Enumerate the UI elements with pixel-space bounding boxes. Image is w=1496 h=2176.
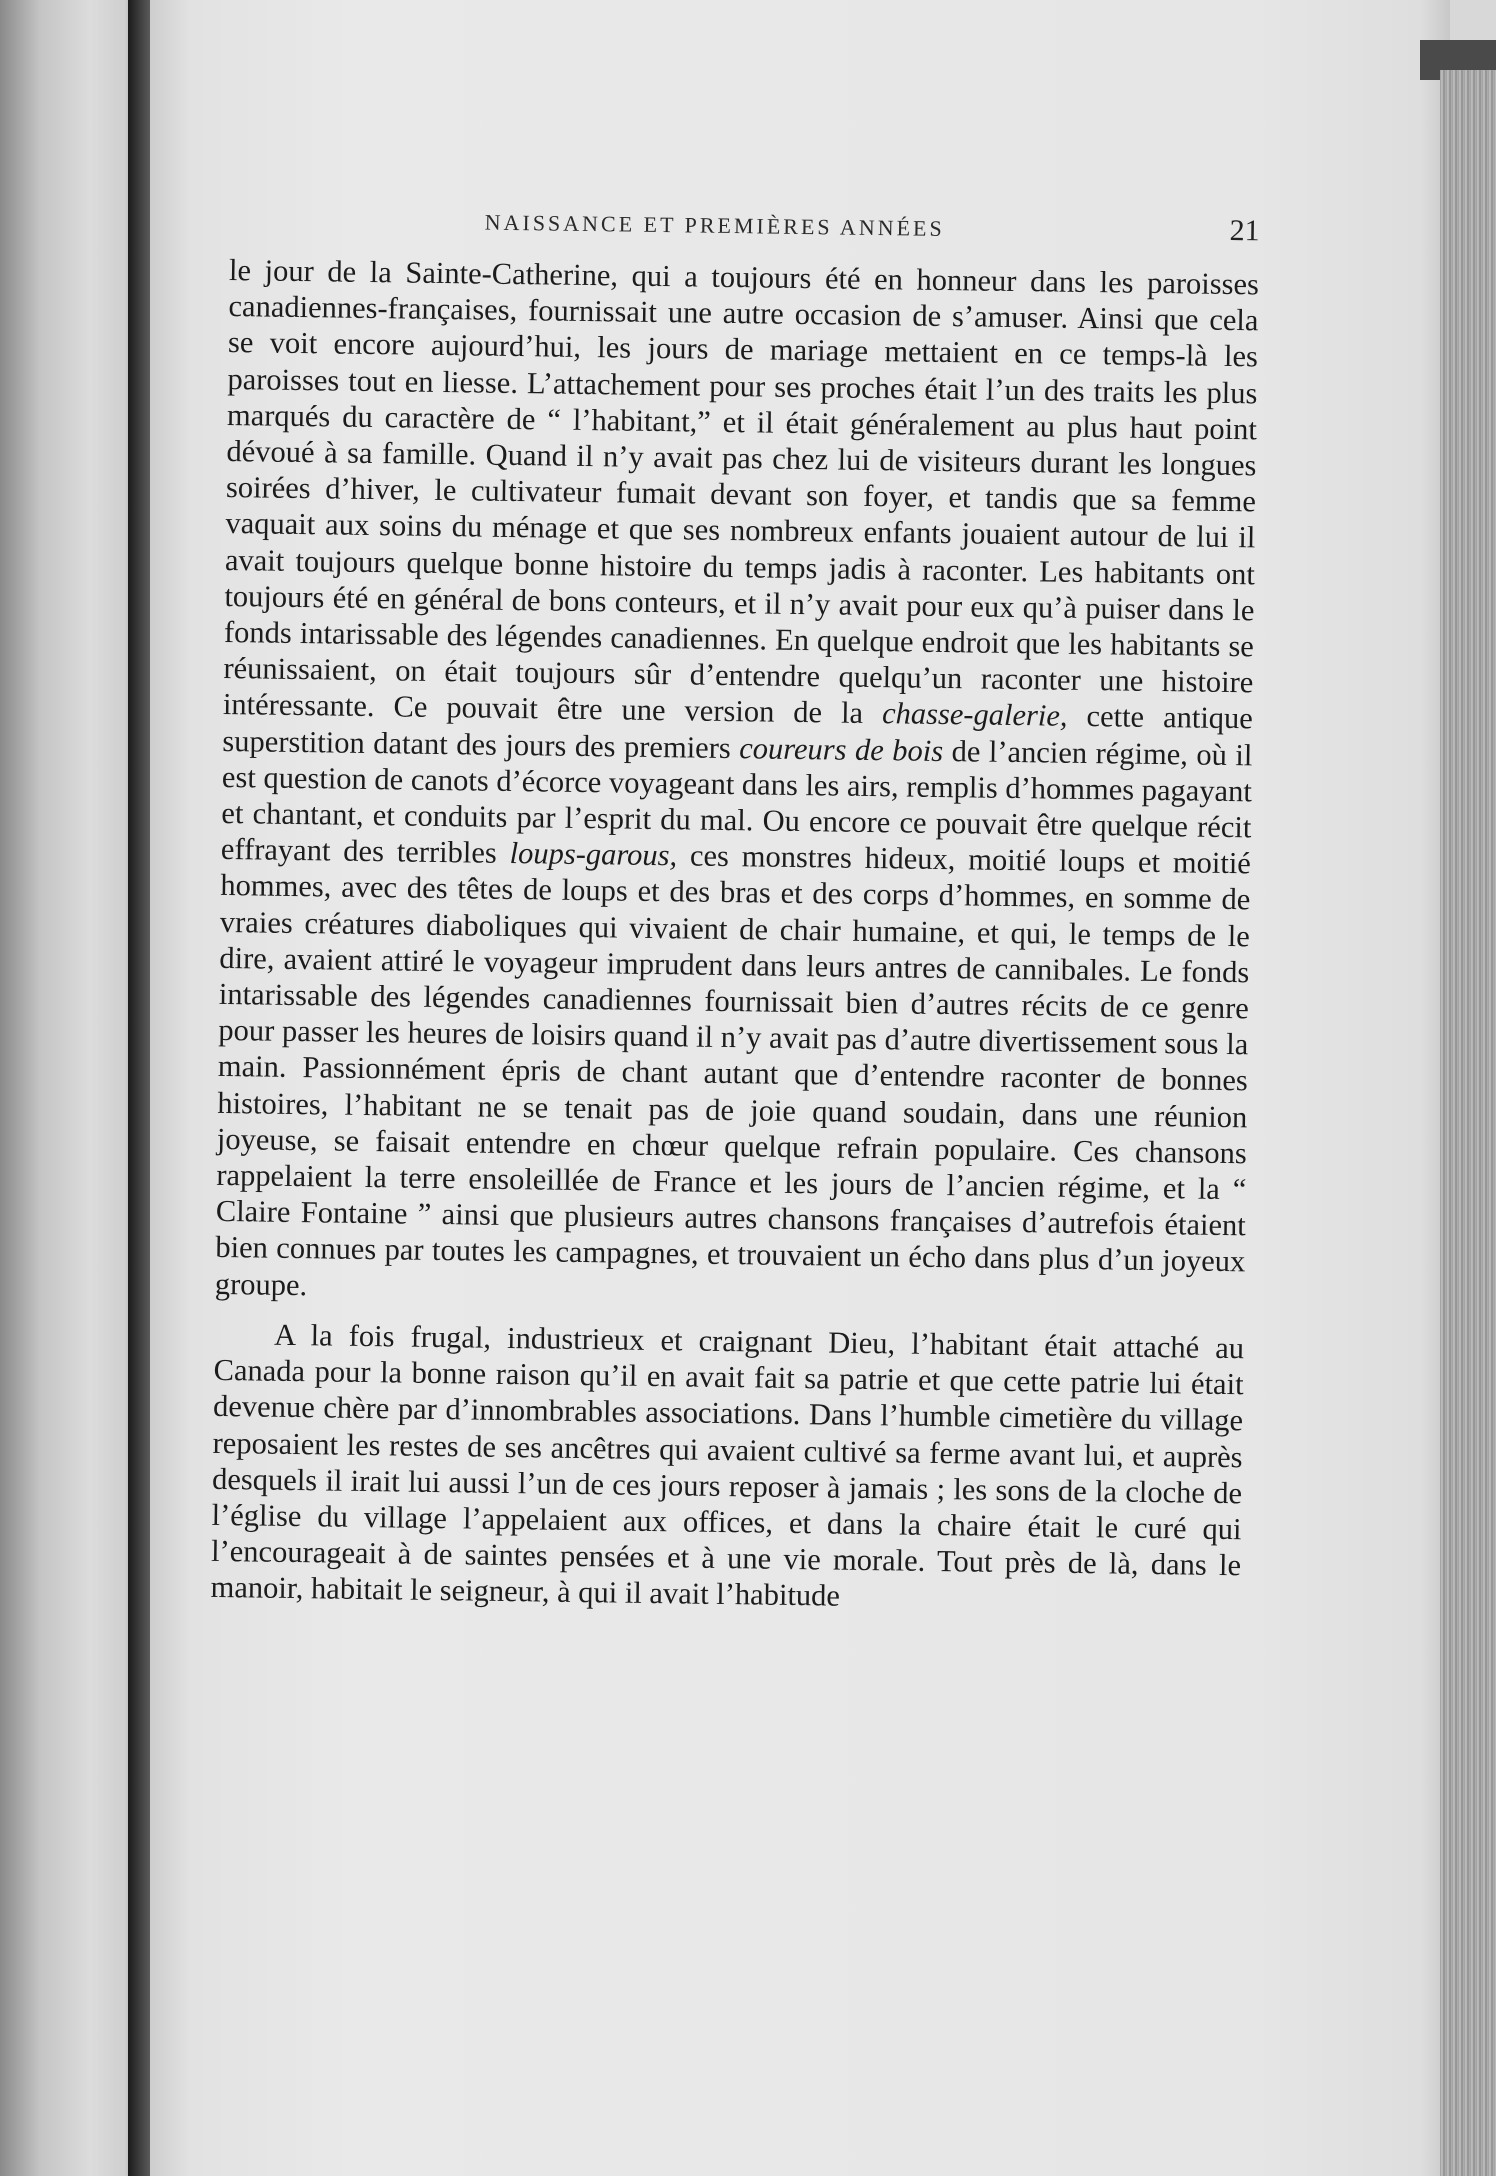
body-text bbox=[210, 252, 1259, 1620]
italic-term: chasse-galerie, bbox=[881, 696, 1068, 734]
text-segment: de l’ancien régime, où il est question de canots d’écorce voyageant dans les airs, remplis d’hommes pagayant et chantant, et conduits par l’esprit du mal. Ou encore ce pouvait être quelque récit effrayant des terribles bbox=[220, 733, 1253, 871]
paragraph-2 bbox=[210, 1316, 1244, 1620]
paragraph-1 bbox=[215, 252, 1260, 1316]
italic-term: loups-garous, bbox=[509, 836, 678, 873]
text-segment: A la fois frugal, industrieux et craignant Dieu, l’habitant était attaché au Canada pour la bonne raison qu’il en avait fait sa patrie et que cette patrie lui était devenue chère par d’innombrables associations. Dans l’humble cimetière du village reposaient les restes de ses ancêtres qui avaient cultivé sa ferme avant lui, et auprès desquels il irait lui aussi l’un de ces jours reposer à jamais ; les sons de la cloche de l’église du village l’appelaient aux offices, et dans la chaire était le curé qui l’encourageait à de saintes pensées et à une vie morale. Tout près de là, dans le manoir, habitait le seigneur, à qui il avait l’habitude bbox=[210, 1317, 1245, 1613]
facing-page-edge bbox=[0, 0, 132, 2176]
text-segment: ces monstres hideux, moitié loups et moitié hommes, avec des têtes de loups et des bras et des corps d’hommes, en somme de vraies créatures diaboliques qui vivaient de chair humaine, et qui, le temps de le dire, avaient attiré le voyageur imprudent dans leurs antres de cannibales. Le fonds intarissable des légendes canadiennes fournissait bien d’autres récits de ce genre pour passer les heures de loisirs quand il n’y avait pas d’autre divertissement sous la main. Passionnément épris de chant autant que d’entendre raconter de bonnes histoires, l’habitant ne se tenait pas de joie quand soudain, dans une réunion joyeuse, se faisait entendre en chœur quelque refrain populaire. Ces chansons rappelaient la terre ensoleillée de France et les jours de l’ancien régime, et la “ Claire Fontaine ” ainsi que plusieurs autres chansons françaises d’autrefois étaient bien connues par toutes les campagnes, et trouvaient un écho dans plus d’un joyeux groupe. bbox=[214, 838, 1252, 1302]
text-segment: le jour de la Sainte-Catherine, qui a toujours été en honneur dans les paroisses canadiennes-françaises, fournissait une autre occasion de s’amuser. Ainsi que cela se voit encore aujourd’hui, les jours de mariage mettaient en ce temps-là les paroisses tout en liesse. L’attachement pour ses proches était l’un des traits les plus marqués du caractère de “ l’habitant,” et il était généralement au plus haut point dévoué à sa famille. Quand il n’y avait pas chez lui de visiteurs durant les longues soirées d’hiver, le cultivateur fumait devant son foyer, et tandis que sa femme vaquait aux soins du ménage et que ses nombreux enfants jouaient autour de lui il avait toujours quelque bonne histoire du temps jadis à raconter. Les habitants ont toujours été en général de bons conteurs, et il n’y avait pour eux qu’à puiser dans le fonds intarissable des légendes canadiennes. En quelque endroit que les habitants se réunissaient, on était toujours sûr d’entendre quelqu’un raconter une histoire intéressante. Ce pouvait être une version de la bbox=[222, 252, 1260, 731]
page-block-edge bbox=[1440, 70, 1496, 2176]
page-content bbox=[210, 200, 1260, 1620]
italic-term: coureurs de bois bbox=[739, 730, 944, 768]
book-gutter bbox=[128, 0, 150, 2176]
text-segment: cette antique superstition datant des jours des premiers bbox=[222, 699, 1254, 765]
running-title: NAISSANCE ET PREMIÈRES ANNÉES bbox=[484, 209, 945, 241]
page-number: 21 bbox=[1229, 213, 1260, 248]
